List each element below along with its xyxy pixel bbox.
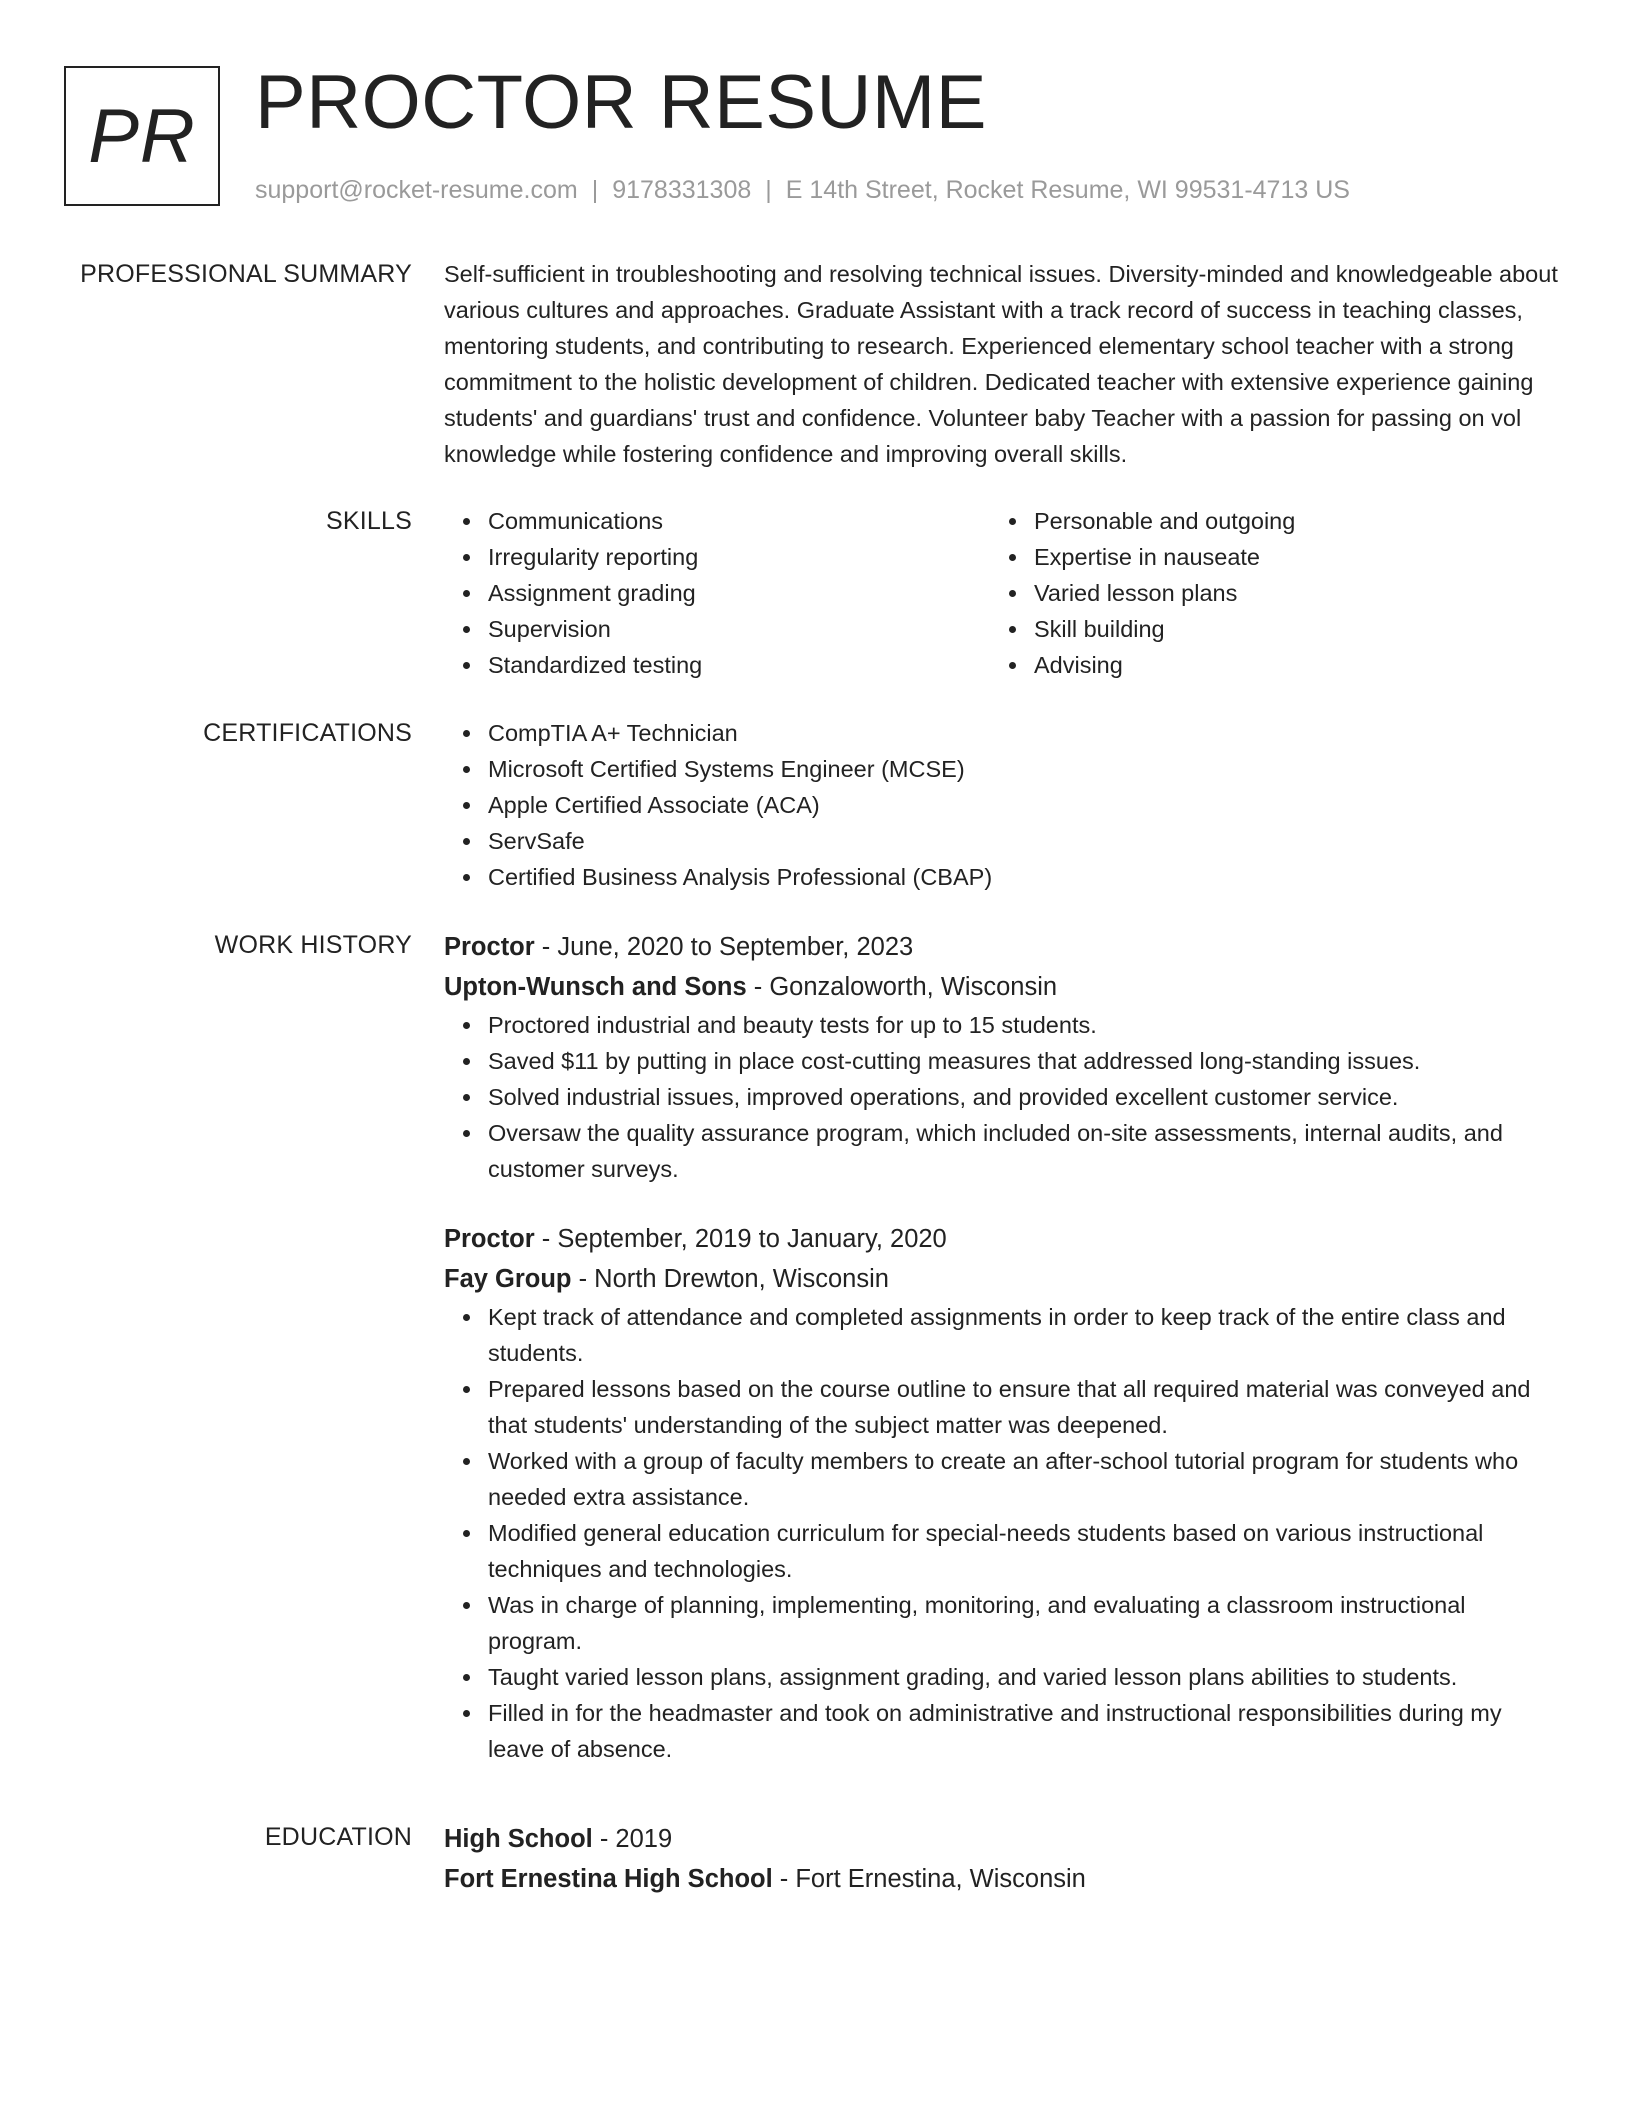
skill-item: Assignment grading <box>444 575 990 611</box>
skill-item: Advising <box>990 647 1536 683</box>
job-duties-list <box>444 1299 1562 1767</box>
job-title: Proctor <box>444 1225 535 1253</box>
job-duties-list <box>444 1007 1562 1187</box>
skill-item: Standardized testing <box>444 647 990 683</box>
summary-heading: PROFESSIONAL SUMMARY <box>80 260 412 288</box>
job-duty-item: Solved industrial issues, improved operations, and provided excellent customer service. <box>444 1079 1562 1115</box>
education-heading: EDUCATION <box>264 1823 412 1851</box>
certification-item: CompTIA A+ Technician <box>444 715 1562 751</box>
job-dates: - September, 2019 to January, 2020 <box>534 1225 947 1253</box>
work-history-heading: WORK HISTORY <box>214 931 412 959</box>
skill-item: Personable and outgoing <box>990 503 1536 539</box>
contact-address: E 14th Street, Rocket Resume, WI 99531-4713 US <box>785 176 1350 204</box>
contact-separator: | <box>765 176 772 204</box>
summary-text: Self-sufficient in troubleshooting and resolving technical issues. Diversity-minded and knowledgeable about various cultures and approaches. Graduate Assistant with a track record of success in teaching classes, mentoring students, and contributing to research. Experienced elementary school teacher with a strong commitment to the holistic development of children. Dedicated teacher with extensive experience gaining students' and guardians' trust and confidence. Volunteer baby Teacher with a passion for passing on vol knowledge while fostering confidence and improving overall skills. <box>444 261 1558 467</box>
summary-body <box>444 256 1562 472</box>
contact-email: support@rocket-resume.com <box>255 176 578 204</box>
certifications-body <box>444 715 1562 895</box>
job-dates: - June, 2020 to September, 2023 <box>534 933 914 961</box>
certifications-list <box>444 715 1562 895</box>
certification-item: ServSafe <box>444 823 1562 859</box>
job-duty-item: Oversaw the quality assurance program, which included on-site assessments, internal audits, and customer surveys. <box>444 1115 1562 1187</box>
skills-body <box>444 503 1562 683</box>
education-degree: High School <box>444 1825 593 1853</box>
job-entry <box>444 927 1562 1187</box>
skill-item: Supervision <box>444 611 990 647</box>
contact-phone: 9178331308 <box>612 176 752 204</box>
work-history-body <box>444 927 1562 1767</box>
job-entry <box>444 1219 1562 1767</box>
skill-item: Varied lesson plans <box>990 575 1536 611</box>
job-company: Upton-Wunsch and Sons <box>444 973 747 1001</box>
job-duty-item: Saved $11 by putting in place cost-cutting measures that addressed long-standing issues. <box>444 1043 1562 1079</box>
job-title-line <box>444 927 1562 967</box>
skill-item: Communications <box>444 503 990 539</box>
skills-list-right <box>990 503 1536 683</box>
job-location: - Gonzaloworth, Wisconsin <box>746 973 1058 1001</box>
job-duty-item: Proctored industrial and beauty tests for up to 15 students. <box>444 1007 1562 1043</box>
job-duty-item: Prepared lessons based on the course outline to ensure that all required material was conveyed and that students' understanding of the subject matter was deepened. <box>444 1371 1562 1443</box>
job-company-line <box>444 967 1562 1007</box>
job-location: - North Drewton, Wisconsin <box>571 1265 889 1293</box>
certifications-heading: CERTIFICATIONS <box>203 719 412 747</box>
certification-item: Certified Business Analysis Professional (CBAP) <box>444 859 1562 895</box>
job-duty-item: Modified general education curriculum for special-needs students based on various instructional techniques and technologies. <box>444 1515 1562 1587</box>
skills-heading: SKILLS <box>326 507 412 535</box>
job-company-line <box>444 1259 1562 1299</box>
job-duty-item: Taught varied lesson plans, assignment grading, and varied lesson plans abilities to students. <box>444 1659 1562 1695</box>
candidate-name: PROCTOR RESUME <box>255 60 987 145</box>
skills-list-left <box>444 503 990 683</box>
contact-line <box>255 170 1350 210</box>
contact-separator: | <box>591 176 599 204</box>
monogram-logo: PR <box>64 66 220 206</box>
skill-item: Skill building <box>990 611 1536 647</box>
certification-item: Apple Certified Associate (ACA) <box>444 787 1562 823</box>
education-degree-line <box>444 1819 1562 1859</box>
job-duty-item: Worked with a group of faculty members to create an after-school tutorial program for students who needed extra assistance. <box>444 1443 1562 1515</box>
job-duty-item: Kept track of attendance and completed assignments in order to keep track of the entire class and students. <box>444 1299 1562 1371</box>
skill-item: Expertise in nauseate <box>990 539 1536 575</box>
education-location: - Fort Ernestina, Wisconsin <box>772 1865 1086 1893</box>
job-company: Fay Group <box>444 1265 572 1293</box>
education-school: Fort Ernestina High School <box>444 1865 773 1893</box>
job-duty-item: Was in charge of planning, implementing, monitoring, and evaluating a classroom instructional program. <box>444 1587 1562 1659</box>
job-title: Proctor <box>444 933 535 961</box>
skill-item: Irregularity reporting <box>444 539 990 575</box>
education-body <box>444 1819 1562 1899</box>
education-school-line <box>444 1859 1562 1899</box>
education-year: - 2019 <box>592 1825 673 1853</box>
job-title-line <box>444 1219 1562 1259</box>
job-duty-item: Filled in for the headmaster and took on administrative and instructional responsibilities during my leave of absence. <box>444 1695 1562 1767</box>
certification-item: Microsoft Certified Systems Engineer (MCSE) <box>444 751 1562 787</box>
